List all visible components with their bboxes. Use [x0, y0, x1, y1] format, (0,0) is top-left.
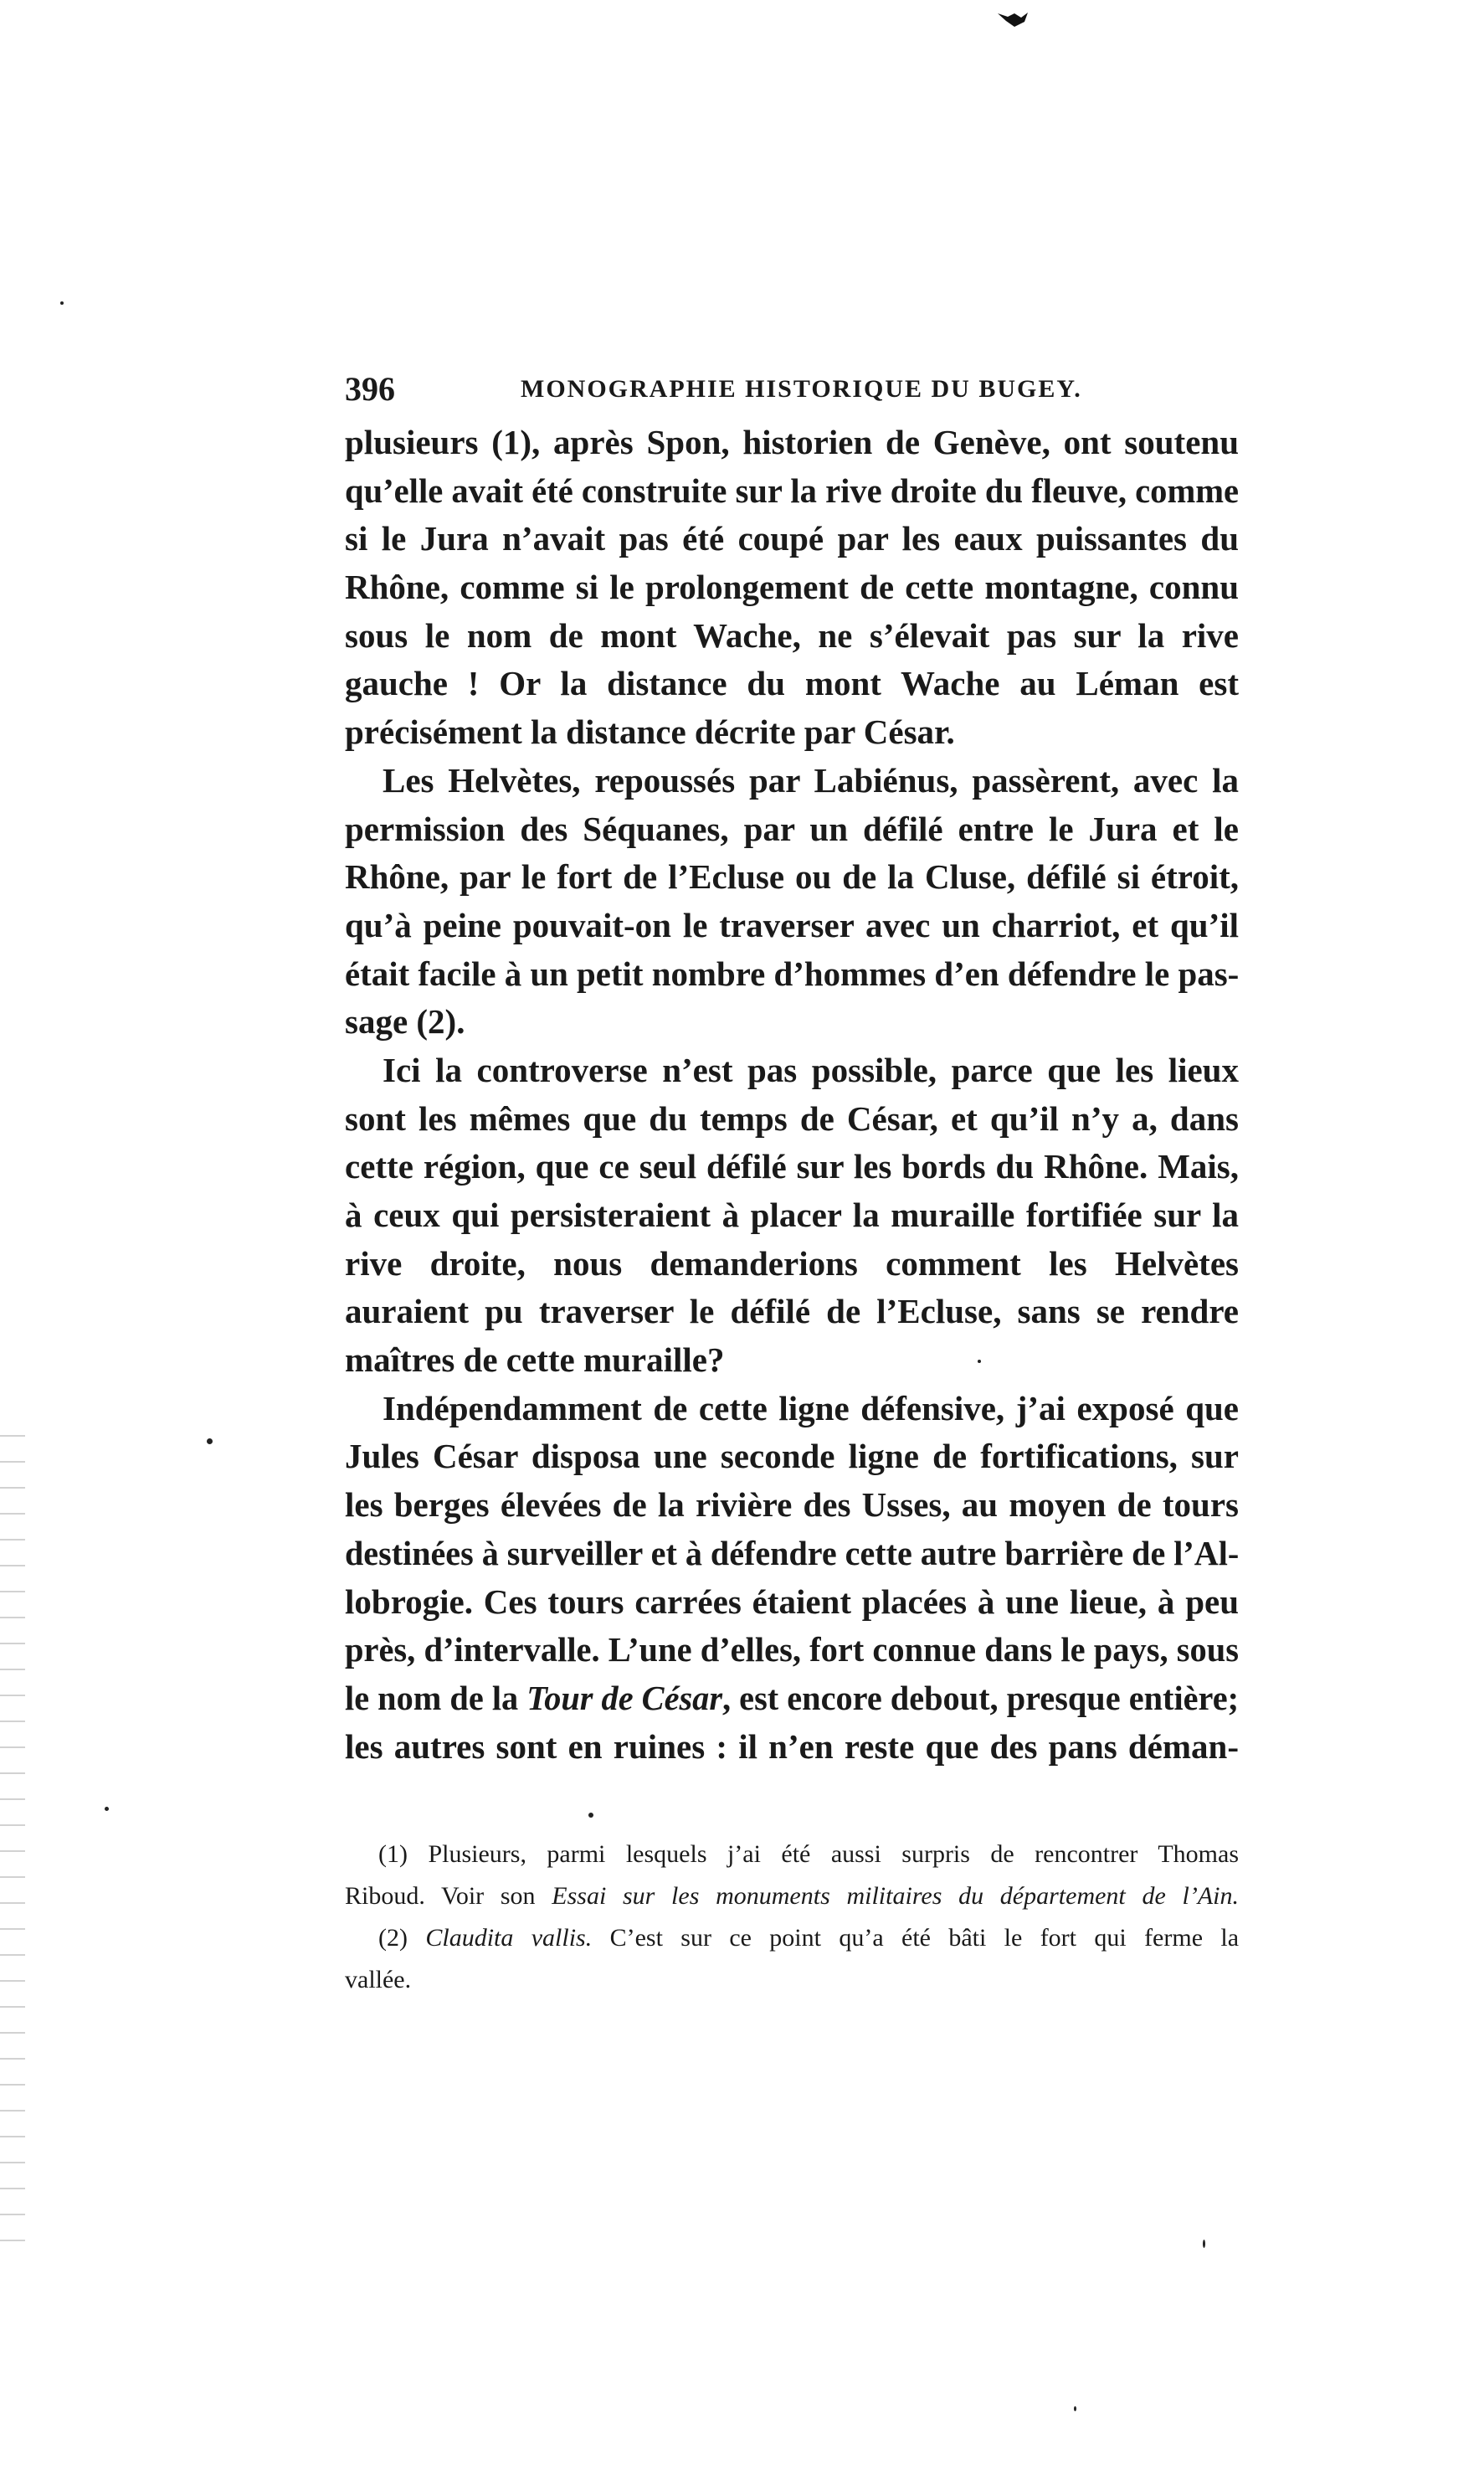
running-title: MONOGRAPHIE HISTORIQUE DU BUGEY.: [521, 375, 1082, 403]
text-line: lobrogie. Ces tours carrées étaient placées à une lieue, à peu: [345, 1582, 1239, 1621]
text-line: Jules César disposa une seconde ligne de fortifications, sur: [345, 1437, 1239, 1476]
speck: [60, 301, 64, 305]
text-line: Rhône, comme si le prolongement de cette montagne, connu: [345, 568, 1239, 607]
text-line: maîtres de cette muraille?: [345, 1340, 725, 1380]
text-line: à ceux qui persisteraient à placer la muraille fortifiée sur la: [345, 1196, 1239, 1234]
text-line: plusieurs (1), après Spon, historien de Genève, ont soutenu: [345, 423, 1239, 461]
text-line: gauche ! Or la distance du mont Wache au Léman est: [345, 664, 1239, 703]
text-line: sage (2).: [345, 1002, 465, 1042]
speck: [207, 1438, 213, 1444]
text-line: qu’elle avait été construite sur la rive droite du fleuve, comme: [345, 471, 1240, 510]
text-line: précisément la distance décrite par César.: [345, 712, 955, 752]
text-fragment: C’est sur ce point qu’a été bâti le fort qui ferme la: [609, 1924, 1240, 1952]
text-fragment: Riboud. Voir son: [345, 1882, 536, 1910]
italic-title: Essai sur les monuments militaires du département de l’Ain.: [552, 1882, 1239, 1910]
text-line: qu’à peine pouvait-on le traverser avec un charriot, et qu’il: [345, 905, 1239, 944]
text-line: Les Helvètes, repoussés par Labiénus, passèrent, avec la: [383, 760, 1239, 800]
scan-edge-artifact: [0, 1423, 25, 2261]
text-line: permission des Séquanes, par un défilé entre le Jura et le: [345, 809, 1239, 848]
text-line: auraient pu traverser le défilé de l’Ecluse, sans se rendre: [345, 1292, 1239, 1331]
speck: [588, 1813, 593, 1818]
running-head: [345, 368, 1235, 410]
text-line: rive droite, nous demanderions comment les Helvètes: [345, 1243, 1239, 1283]
footnote-1-line: (1) Plusieurs, parmi lesquels j’ai été aussi surpris de rencontrer Thomas: [378, 1840, 1239, 1868]
speck: [105, 1807, 109, 1811]
body-text: [345, 419, 1239, 1771]
text-line: près, d’intervalle. L’une d’elles, fort connue dans le pays, sous: [345, 1630, 1240, 1669]
footnote-1-line: [345, 1875, 1239, 1917]
text-line: destinées à surveiller et à défendre cette autre barrière de l’Al-: [345, 1533, 1240, 1572]
footnotes: [345, 1834, 1239, 2001]
italic-title: Tour de César: [526, 1678, 723, 1717]
italic-phrase: Claudita vallis.: [425, 1924, 593, 1952]
text-line: cette région, que ce seul défilé sur les bords du Rhône. Mais,: [345, 1147, 1239, 1186]
text-line: les berges élevées de la rivière des Usses, au moyen de tours: [345, 1485, 1239, 1525]
text-line: Indépendamment de cette ligne défensive, j’ai exposé que: [383, 1388, 1239, 1427]
text-line: était facile à un petit nombre d’hommes d’en défendre le pas-: [345, 954, 1240, 993]
page-number: 396: [345, 370, 395, 408]
text-line: si le Jura n’avait pas été coupé par les eaux puissantes du: [345, 519, 1239, 558]
speck: [1203, 2240, 1205, 2248]
text-line: sont les mêmes que du temps de César, et qu’il n’y a, dans: [345, 1098, 1239, 1138]
text-fragment: , est encore debout, presque entière;: [722, 1678, 1240, 1717]
text-line-with-italic: [345, 1674, 1239, 1723]
text-fragment: le nom de la: [345, 1678, 519, 1717]
speck: [1074, 2406, 1076, 2411]
printer-mark-icon: [996, 10, 1030, 28]
footnote-2-line: [345, 1917, 1239, 1959]
text-line: sous le nom de mont Wache, ne s’élevait pas sur la rive: [345, 615, 1239, 655]
footnote-2-line: vallée.: [345, 1966, 412, 1993]
text-line: les autres sont en ruines : il n’en reste que des pans déman-: [345, 1726, 1239, 1766]
text-line: Ici la controverse n’est pas possible, parce que les lieux: [383, 1050, 1239, 1089]
footnote-marker: (2): [378, 1924, 408, 1952]
text-line: Rhône, par le fort de l’Ecluse ou de la Cluse, défilé si étroit,: [345, 857, 1239, 897]
